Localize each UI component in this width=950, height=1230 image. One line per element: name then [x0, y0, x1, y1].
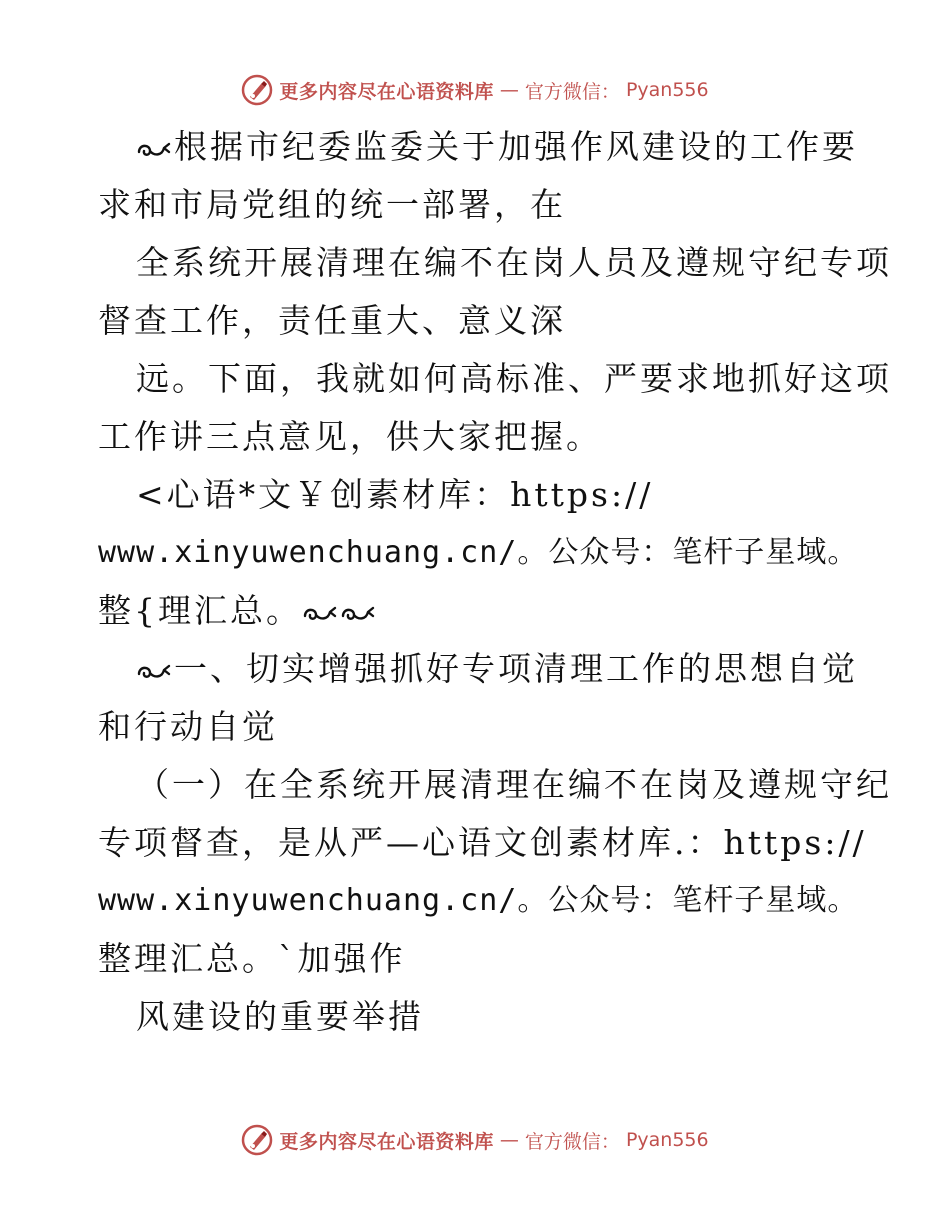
- paragraph-line: [98, 234, 892, 292]
- banner-wechat-id: Pyan556: [625, 79, 709, 101]
- pen-nib-logo-icon: [241, 1124, 273, 1156]
- section-heading: 和行动自觉: [98, 707, 278, 746]
- banner-promo-text: 更多内容尽在心语资料库: [279, 80, 494, 103]
- paragraph-text: 整理汇总。`加强作: [98, 939, 406, 978]
- paragraph-line: [98, 582, 858, 640]
- swirl-ornament-icon: [136, 138, 172, 160]
- footer-banner: [0, 1120, 950, 1160]
- paragraph-line: [98, 988, 858, 1046]
- paragraph-text: 整{理汇总。: [98, 591, 302, 630]
- banner-wechat-label: 官方微信：: [524, 80, 620, 103]
- section-heading: 一、切实增强抓好专项清理工作的思想自觉: [174, 649, 858, 688]
- paragraph-text: 督查工作，责任重大、意义深: [98, 301, 566, 340]
- paragraph-line: [98, 176, 858, 234]
- paragraph-text: 专项督查，是从严—心语文创素材库.：https://: [98, 823, 867, 862]
- banner-wechat-id: Pyan556: [625, 1129, 709, 1151]
- paragraph-line: [98, 524, 858, 582]
- paragraph-line: [98, 698, 858, 756]
- paragraph-line: [98, 118, 858, 176]
- banner-separator: —: [499, 79, 519, 101]
- paragraph-line: [98, 640, 858, 698]
- banner-wechat-label: 官方微信：: [524, 1130, 620, 1153]
- document-body: [98, 118, 892, 1046]
- paragraph-line: [98, 466, 858, 524]
- paragraph-text: 求和市局党组的统一部署，在: [98, 185, 566, 224]
- paragraph-line: [98, 872, 858, 930]
- paragraph-text: www.xinyuwenchuang.cn/。公众号：笔杆子星域。: [98, 883, 859, 918]
- paragraph-text: （一）在全系统开展清理在编不在岗及遵规守纪: [136, 765, 892, 804]
- paragraph-line: [98, 350, 892, 408]
- pen-nib-logo-icon: [241, 74, 273, 106]
- paragraph-line: [98, 930, 858, 988]
- swirl-ornament-icon: [136, 660, 172, 682]
- header-banner: [0, 70, 950, 110]
- paragraph-line: [98, 814, 867, 872]
- banner-separator: —: [499, 1129, 519, 1151]
- paragraph-text: <心语*文￥创素材库：https://: [136, 475, 654, 514]
- paragraph-text: 工作讲三点意见，供大家把握。: [98, 417, 602, 456]
- paragraph-text: 风建设的重要举措: [136, 997, 424, 1036]
- paragraph-text: 根据市纪委监委关于加强作风建设的工作要: [174, 127, 858, 166]
- swirl-ornament-icon: [340, 602, 376, 624]
- paragraph-text: www.xinyuwenchuang.cn/。公众号：笔杆子星域。: [98, 535, 859, 570]
- paragraph-line: [98, 756, 892, 814]
- paragraph-text: 远。下面，我就如何高标准、严要求地抓好这项: [136, 359, 892, 398]
- paragraph-line: [98, 408, 858, 466]
- swirl-ornament-icon: [302, 602, 338, 624]
- paragraph-text: 全系统开展清理在编不在岗人员及遵规守纪专项: [136, 243, 892, 282]
- paragraph-line: [98, 292, 858, 350]
- banner-promo-text: 更多内容尽在心语资料库: [279, 1130, 494, 1153]
